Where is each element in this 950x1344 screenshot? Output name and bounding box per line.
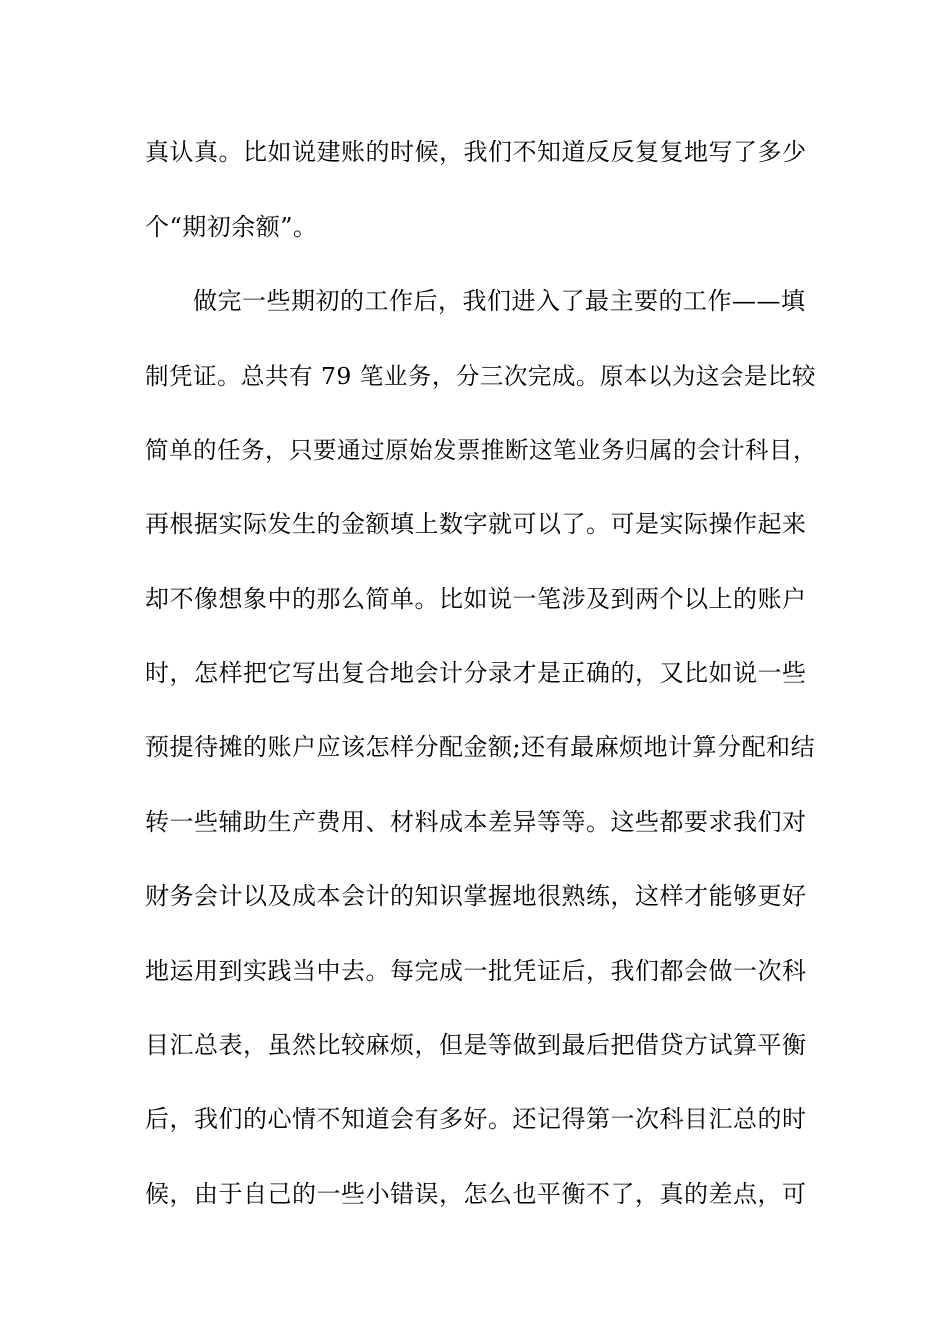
text-line: 目汇总表，虽然比较麻烦，但是等做到最后把借贷方试算平衡 bbox=[145, 1031, 807, 1059]
text-line: 地运用到实践当中去。每完成一批凭证后，我们都会做一次科 bbox=[145, 957, 807, 985]
text-line: 真认真。比如说建账的时候，我们不知道反反复复地写了多少 bbox=[145, 138, 807, 166]
text-line: 后，我们的心情不知道会有多好。还记得第一次科目汇总的时 bbox=[145, 1105, 807, 1133]
text-line: 转一些辅助生产费用、材料成本差异等等。这些都要求我们对 bbox=[145, 808, 807, 836]
paragraph-start-line: 做完一些期初的工作后，我们进入了最主要的工作——填 bbox=[193, 287, 806, 315]
text-line: 个“期初余额”。 bbox=[145, 213, 318, 241]
text-line: 再根据实际发生的金额填上数字就可以了。可是实际操作起来 bbox=[145, 510, 807, 538]
text-line: 时，怎样把它写出复合地会计分录才是正确的，又比如说一些 bbox=[145, 659, 807, 687]
text-line: 却不像想象中的那么简单。比如说一笔涉及到两个以上的账户 bbox=[145, 585, 807, 613]
text-line: 财务会计以及成本会计的知识掌握地很熟练，这样才能够更好 bbox=[145, 882, 807, 910]
text-line: 候，由于自己的一些小错误，怎么也平衡不了，真的差点，可 bbox=[145, 1180, 807, 1208]
text-line: 预提待摊的账户应该怎样分配金额;还有最麻烦地计算分配和结 bbox=[145, 733, 816, 761]
text-line: 制凭证。总共有 79 笔业务，分三次完成。原本以为这会是比较 bbox=[145, 362, 816, 390]
text-line: 简单的任务，只要通过原始发票推断这笔业务归属的会计科目， bbox=[145, 436, 817, 464]
